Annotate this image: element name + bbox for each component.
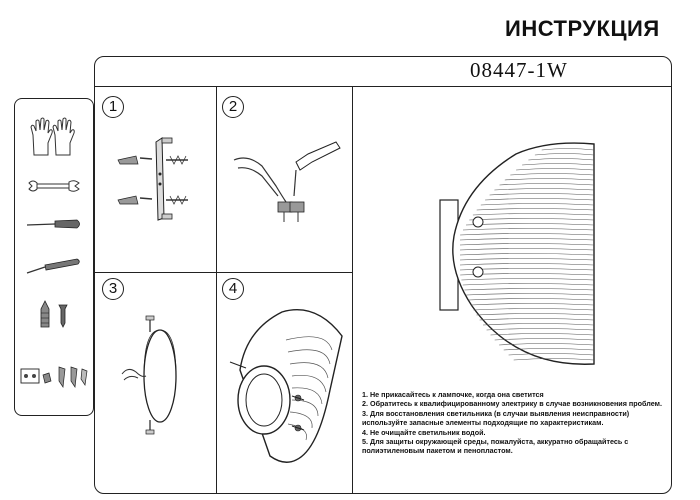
wrench-icon bbox=[27, 179, 81, 193]
step-number: 1 bbox=[102, 96, 124, 118]
tools-sidebar bbox=[14, 98, 94, 416]
grid-divider bbox=[352, 86, 353, 494]
screw-icon bbox=[140, 158, 152, 199]
note-item: 3. Для восстановления светильника (в случаи выявления неисправности) используйте запасные элементы подходящие по характеристикам. bbox=[362, 408, 630, 428]
model-number: 08447-1W bbox=[470, 58, 568, 82]
terminal-block-icon bbox=[19, 361, 89, 391]
header-divider bbox=[94, 86, 672, 87]
step2-wiring-illustration bbox=[228, 136, 346, 226]
grid-divider bbox=[94, 272, 352, 273]
note-item: 2. Обратитесь к квалифицированному электрику в случае возникновения проблем. bbox=[362, 399, 662, 409]
step3-base-illustration bbox=[114, 318, 214, 438]
anchor-icon bbox=[118, 156, 138, 204]
note-item: 1. Не прикасайтесь к лампочке, когда она светится bbox=[362, 390, 544, 399]
note-item: 5. Для защиты окружающей среды, пожалуйста, аккуратно обращайтесь с полиэтиленовым пакетом и пенопластом. bbox=[362, 437, 629, 456]
safety-notes bbox=[362, 390, 662, 456]
step1-bracket-illustration bbox=[112, 128, 212, 228]
voltage-tester-icon bbox=[25, 257, 83, 275]
anchor-screw-icon bbox=[35, 299, 75, 329]
screwdriver-icon bbox=[25, 217, 83, 231]
note-item: 4. Не очищайте светильник водой. bbox=[362, 427, 486, 437]
grid-divider bbox=[216, 86, 217, 494]
step-number: 3 bbox=[102, 278, 124, 300]
step-number: 2 bbox=[222, 96, 244, 118]
step4-shade-illustration bbox=[226, 300, 350, 480]
page-title: ИНСТРУКЦИЯ bbox=[505, 16, 660, 41]
gloves-icon bbox=[29, 117, 79, 157]
step-number: 4 bbox=[222, 278, 244, 300]
assembled-lamp-illustration bbox=[436, 136, 606, 372]
